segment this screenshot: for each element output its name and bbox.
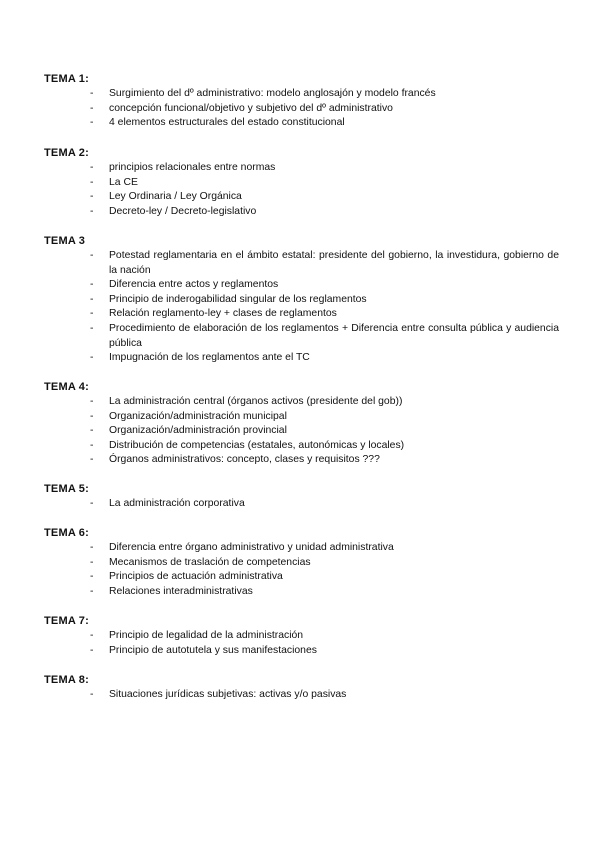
list-item: - Principios de actuación administrativa [90, 571, 283, 583]
list-item: - 4 elementos estructurales del estado constitucional [90, 117, 345, 129]
topic-list [44, 541, 564, 599]
list-item: - Decreto-ley / Decreto-legislativo [90, 205, 257, 217]
tema-heading: TEMA 3 [44, 235, 86, 247]
list-item: - Impugnación de los reglamentos ante el TC [90, 352, 310, 364]
list-item: - Organización/administración municipal [90, 410, 287, 422]
topic-list [44, 629, 564, 658]
tema-heading: TEMA 5: [44, 483, 89, 495]
list-item: - Diferencia entre actos y reglamentos [90, 279, 279, 291]
list-item: - Diferencia entre órgano administrativo y unidad administrativa [90, 542, 394, 553]
tema-heading: TEMA 2: [44, 147, 89, 159]
tema-5-section [44, 482, 564, 512]
tema-1-section [44, 72, 564, 131]
tema-heading: TEMA 4: [44, 381, 89, 393]
list-item: - Organización/administración provincial [90, 425, 287, 437]
topic-list [44, 688, 564, 703]
list-item: - Mecanismos de traslación de competencias [90, 556, 311, 568]
list-item: - concepción funcional/objetivo y subjetivo del dº administrativo [90, 102, 393, 114]
topic-list [44, 497, 564, 512]
list-item: - Principio de legalidad de la administración [90, 630, 304, 641]
list-item: - Órganos administrativos: concepto, clases y requisitos ??? [90, 454, 380, 466]
tema-heading: TEMA 7: [44, 615, 89, 627]
list-item: - Principio de inderogabilidad singular de los reglamentos [90, 293, 367, 305]
topic-list [44, 87, 564, 131]
topic-list [44, 161, 564, 219]
list-item: - Relaciones interadministrativas [90, 585, 253, 597]
tema-2-section [44, 146, 564, 219]
tema-8-section [44, 673, 564, 703]
tema-7-section [44, 614, 564, 658]
list-item: - La administración central (órganos activos (presidente del gob)) [90, 396, 403, 407]
list-item: - Surgimiento del dº administrativo: modelo anglosajón y modelo francés [90, 88, 436, 99]
list-item: - Distribución de competencias (estatales, autonómicas y locales) [90, 439, 405, 451]
list-item: - La CE [90, 176, 138, 188]
tema-heading: TEMA 1: [44, 73, 89, 85]
list-item: - Relación reglamento-ley + clases de reglamentos [90, 308, 337, 320]
list-item: - Ley Ordinaria / Ley Orgánica [90, 191, 242, 203]
list-item: - Principio de autotutela y sus manifestaciones [90, 644, 317, 656]
tema-6-section [44, 526, 564, 599]
list-item: - La administración corporativa [90, 498, 245, 509]
topic-list [44, 249, 564, 366]
topic-list [44, 395, 564, 468]
list-item: - Procedimiento de elaboración de los reglamentos + Diferencia entre consulta pública y audiencia pública [90, 322, 559, 349]
list-item: - Potestad reglamentaria en el ámbito estatal: presidente del gobierno, la investidura, gobierno de la nación [90, 250, 559, 276]
list-item: - Situaciones jurídicas subjetivas: activas y/o pasivas [90, 689, 347, 700]
tema-4-section [44, 380, 564, 468]
tema-3-section [44, 234, 564, 366]
tema-heading: TEMA 6: [44, 527, 89, 539]
list-item: - principios relacionales entre normas [90, 162, 276, 173]
tema-heading: TEMA 8: [44, 674, 89, 686]
